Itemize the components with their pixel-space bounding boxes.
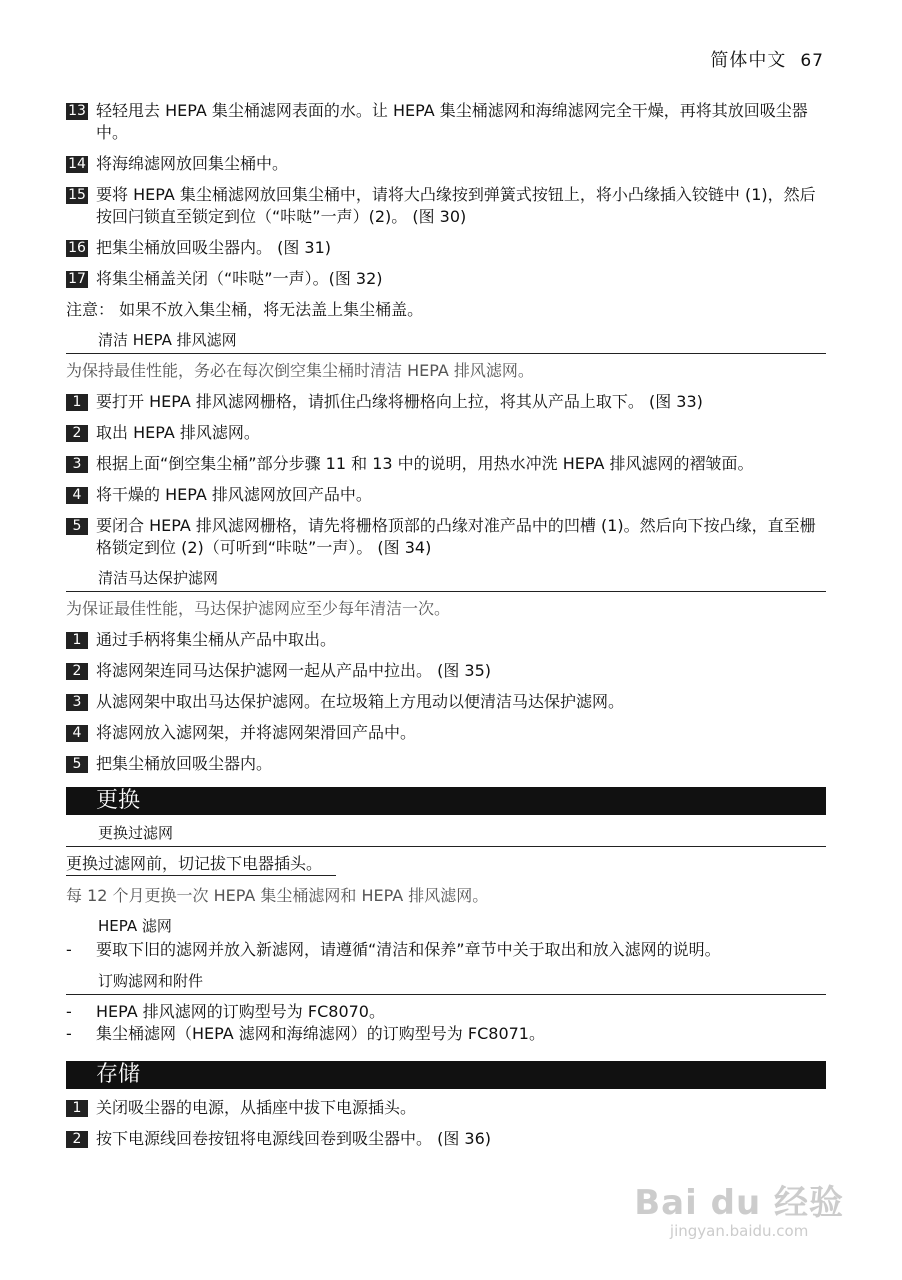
replace-section-heading: 更换 — [66, 787, 826, 815]
motor-step-4 — [66, 722, 826, 744]
dash-marker: - — [66, 940, 72, 959]
hepa-exhaust-intro: 为保持最佳性能，务必在每次倒空集尘桶时清洁 HEPA 排风滤网。 — [66, 361, 534, 380]
page-number: 67 — [800, 51, 824, 71]
replace-filter-heading: 更换过滤网 — [66, 823, 826, 847]
step-text: 把集尘桶放回吸尘器内。 (图 31) — [96, 238, 332, 257]
storage-step-2 — [66, 1128, 826, 1150]
motor-step-3 — [66, 691, 826, 713]
step-number: 2 — [66, 425, 88, 442]
step-number: 3 — [66, 694, 88, 711]
hepa-exhaust-heading: 清洁 HEPA 排风滤网 — [66, 330, 826, 354]
step-text: 按下电源线回卷按钮将电源线回卷到吸尘器中。 (图 36) — [96, 1129, 492, 1148]
motor-step-1 — [66, 629, 826, 651]
storage-step-1 — [66, 1097, 826, 1119]
step-number: 14 — [66, 156, 88, 173]
step-number: 1 — [66, 1100, 88, 1117]
step-number: 3 — [66, 456, 88, 473]
step-number: 4 — [66, 487, 88, 504]
dash-marker: - — [66, 1002, 72, 1021]
bullet-text: 要取下旧的滤网并放入新滤网，请遵循“清洁和保养”章节中关于取出和放入滤网的说明。 — [96, 940, 721, 959]
replace-intro: 每 12 个月更换一次 HEPA 集尘桶滤网和 HEPA 排风滤网。 — [66, 886, 489, 905]
step-text: 将滤网架连同马达保护滤网一起从产品中拉出。 (图 35) — [96, 661, 492, 680]
step-text: 将干燥的 HEPA 排风滤网放回产品中。 — [96, 485, 372, 504]
motor-filter-heading: 清洁马达保护滤网 — [66, 568, 826, 592]
step-17 — [66, 268, 826, 290]
step-text: 将滤网放入滤网架，并将滤网架滑回产品中。 — [96, 723, 417, 742]
hepa-step-3 — [66, 453, 826, 475]
step-number: 13 — [66, 103, 88, 120]
step-text: 从滤网架中取出马达保护滤网。在垃圾箱上方甩动以便清洁马达保护滤网。 — [96, 692, 625, 711]
order-bullet-2 — [66, 1023, 826, 1045]
step-14 — [66, 153, 826, 175]
step-number: 15 — [66, 187, 88, 204]
motor-step-5 — [66, 753, 826, 775]
order-bullet-1 — [66, 1001, 826, 1023]
step-text: 要打开 HEPA 排风滤网栅格，请抓住凸缘将栅格向上拉，将其从产品上取下。 (图 33) — [96, 392, 703, 411]
hepa-filter-bullet — [66, 939, 826, 961]
step-text: 取出 HEPA 排风滤网。 — [96, 423, 260, 442]
step-number: 1 — [66, 394, 88, 411]
step-text: 要闭合 HEPA 排风滤网栅格，请先将栅格顶部的凸缘对准产品中的凹槽 (1)。然后向下按凸缘，直至栅格锁定到位 (2)（可听到“咔哒”一声）。 (图 34) — [96, 516, 816, 557]
step-text: 把集尘桶放回吸尘器内。 — [96, 754, 273, 773]
step-number: 4 — [66, 725, 88, 742]
step-16 — [66, 237, 826, 259]
hepa-step-5 — [66, 515, 826, 559]
page-content — [66, 100, 826, 1159]
step-15 — [66, 184, 826, 228]
language-label: 简体中文 — [710, 50, 787, 71]
hepa-filter-heading: HEPA 滤网 — [98, 917, 172, 935]
storage-section-heading: 存储 — [66, 1061, 826, 1089]
bullet-text: 集尘桶滤网（HEPA 滤网和海绵滤网）的订购型号为 FC8071。 — [96, 1024, 545, 1043]
step-number: 2 — [66, 1131, 88, 1148]
step-text: 通过手柄将集尘桶从产品中取出。 — [96, 630, 337, 649]
baidu-watermark — [634, 1175, 844, 1240]
order-heading: 订购滤网和附件 — [66, 971, 826, 995]
note-text: 注意： 如果不放入集尘桶，将无法盖上集尘桶盖。 — [66, 300, 424, 319]
hepa-step-4 — [66, 484, 826, 506]
step-number: 1 — [66, 632, 88, 649]
step-text: 将海绵滤网放回集尘桶中。 — [96, 154, 289, 173]
step-text: 要将 HEPA 集尘桶滤网放回集尘桶中，请将大凸缘按到弹簧式按钮上，将小凸缘插入铰链中 (1)，然后按回闩锁直至锁定到位（“咔哒”一声）(2)。 (图 30) — [96, 185, 816, 226]
dash-marker: - — [66, 1024, 72, 1043]
step-number: 17 — [66, 271, 88, 288]
step-text: 将集尘桶盖关闭（“咔哒”一声）。(图 32) — [96, 269, 383, 288]
replace-warning: 更换过滤网前，切记拔下电器插头。 — [66, 853, 336, 876]
motor-filter-intro: 为保证最佳性能，马达保护滤网应至少每年清洁一次。 — [66, 599, 451, 618]
step-text: 关闭吸尘器的电源，从插座中拔下电源插头。 — [96, 1098, 417, 1117]
bullet-text: HEPA 排风滤网的订购型号为 FC8070。 — [96, 1002, 385, 1021]
hepa-step-1 — [66, 391, 826, 413]
step-number: 5 — [66, 756, 88, 773]
step-number: 2 — [66, 663, 88, 680]
step-number: 5 — [66, 518, 88, 535]
watermark-logo: Bai du 经验 — [634, 1183, 844, 1223]
watermark-url: jingyan.baidu.com — [669, 1222, 809, 1240]
motor-step-2 — [66, 660, 826, 682]
hepa-step-2 — [66, 422, 826, 444]
step-text: 根据上面“倒空集尘桶”部分步骤 11 和 13 中的说明，用热水冲洗 HEPA 排风滤网的褶皱面。 — [96, 454, 754, 473]
step-number: 16 — [66, 240, 88, 257]
page-header — [710, 46, 824, 72]
step-13 — [66, 100, 826, 144]
step-text: 轻轻甩去 HEPA 集尘桶滤网表面的水。让 HEPA 集尘桶滤网和海绵滤网完全干燥，再将其放回吸尘器中。 — [96, 101, 808, 142]
